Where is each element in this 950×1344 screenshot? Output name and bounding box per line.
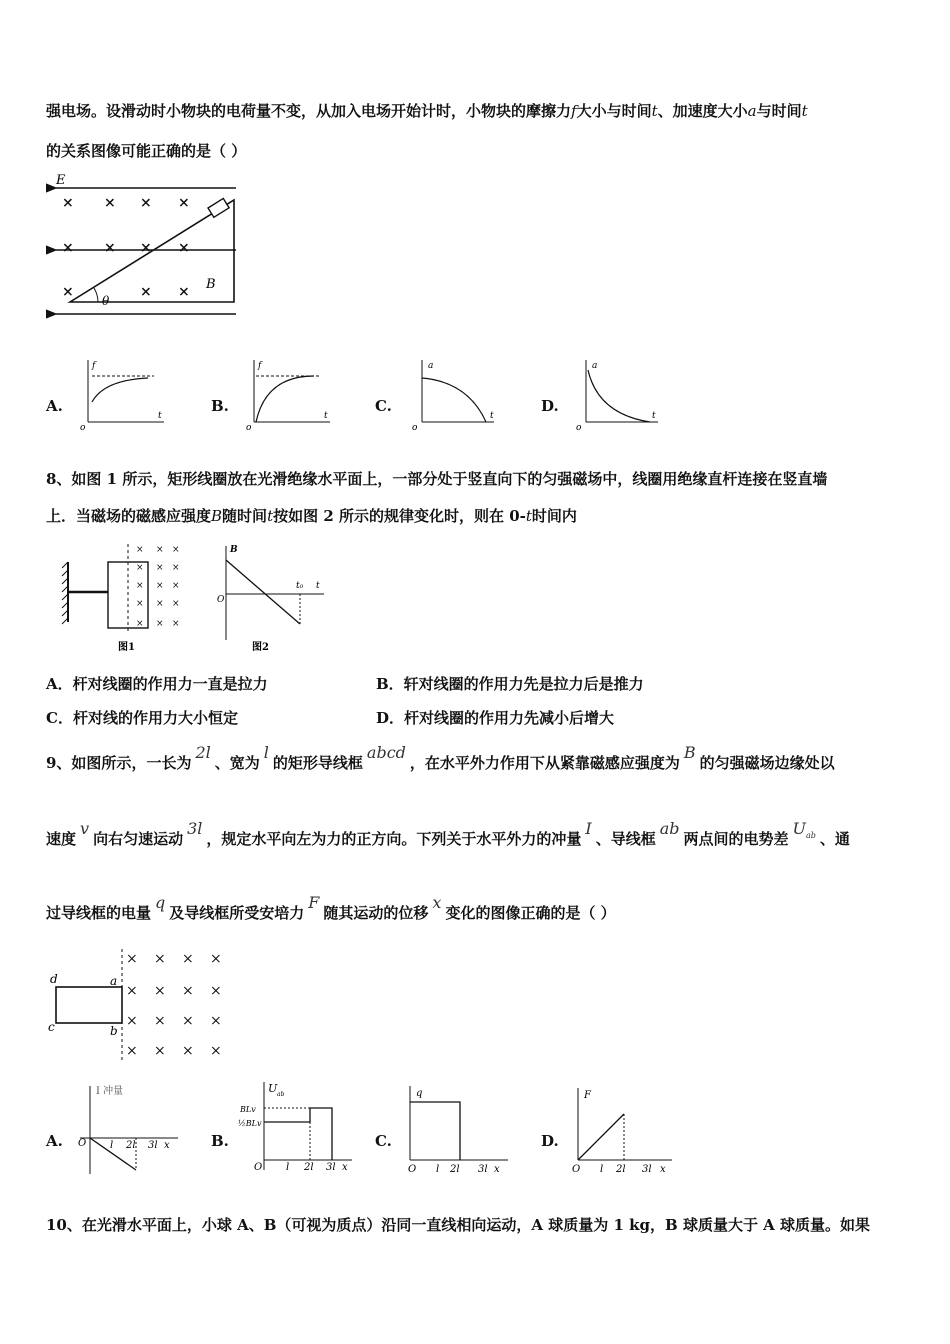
svg-text:t: t <box>316 581 320 591</box>
q8-option-a[interactable]: A．杆对线圈的作用力一直是拉力 <box>46 675 268 693</box>
cross-mark: × <box>104 240 116 256</box>
cross-mark: × <box>178 240 190 256</box>
q9-text-line-1: 9、如图所示，一长为2l、宽为l的矩形导线框abcd，在水平外力作用下从紧靠磁感应强度为B的匀强磁场边缘处以 <box>46 743 835 772</box>
cross-mark: × <box>154 951 166 967</box>
q9-option-b-label[interactable]: B. <box>211 1132 229 1150</box>
svg-text:o: o <box>246 423 252 432</box>
sym-x: x <box>432 893 442 912</box>
sym-F: F <box>308 893 320 912</box>
svg-text:2l: 2l <box>450 1164 460 1175</box>
sym-l: l <box>263 743 269 762</box>
svg-text:U: U <box>268 1082 278 1095</box>
cross-mark: × <box>178 284 190 300</box>
svg-text:t₀: t₀ <box>296 581 304 591</box>
svg-text:O: O <box>408 1164 417 1175</box>
cross-mark: × <box>154 1013 166 1029</box>
svg-text:a: a <box>110 974 118 988</box>
svg-text:O: O <box>217 595 225 605</box>
cross-mark: × <box>172 599 180 609</box>
cross-mark: × <box>136 563 144 573</box>
cross-mark: × <box>210 1043 222 1059</box>
svg-text:x: x <box>660 1164 666 1175</box>
var-t: t <box>801 102 808 120</box>
svg-text:l: l <box>110 1140 114 1151</box>
svg-text:q: q <box>416 1088 423 1099</box>
angle-arc <box>94 288 98 302</box>
q8-text-line-2: 上．当磁场的磁感应强度B随时间t按如图 2 所示的规律变化时，则在 0-t时间内 <box>46 507 577 525</box>
sym-3l: 3l <box>187 819 203 838</box>
svg-text:b: b <box>110 1024 118 1038</box>
svg-text:x: x <box>342 1162 348 1173</box>
svg-text:l: l <box>286 1162 290 1173</box>
label-theta: θ <box>102 294 110 308</box>
q8-figure-2 <box>212 540 332 655</box>
svg-text:t: t <box>490 411 494 421</box>
cross-mark: × <box>156 619 164 629</box>
cross-mark: × <box>154 983 166 999</box>
cross-mark: × <box>62 195 74 211</box>
q7-option-a-graph[interactable] <box>78 356 168 432</box>
svg-text:l: l <box>436 1164 440 1175</box>
svg-text:c: c <box>48 1020 55 1034</box>
svg-text:3l: 3l <box>326 1162 336 1173</box>
cross-mark: × <box>182 1043 194 1059</box>
q9-option-d-label[interactable]: D. <box>541 1132 559 1150</box>
svg-text:O: O <box>572 1164 581 1175</box>
q7-option-c-graph[interactable] <box>408 356 498 432</box>
cross-mark: × <box>172 563 180 573</box>
q8-figure-1 <box>60 540 200 655</box>
cross-mark: × <box>136 581 144 591</box>
var-B: B <box>211 507 223 525</box>
cross-mark: × <box>62 240 74 256</box>
cross-mark: × <box>210 983 222 999</box>
svg-text:BLv: BLv <box>240 1105 256 1114</box>
cross-mark: × <box>156 581 164 591</box>
sym-v: v <box>80 819 90 838</box>
svg-text:o: o <box>412 423 418 432</box>
cross-mark: × <box>126 983 138 999</box>
var-t: t <box>525 507 532 525</box>
sym-ab: ab <box>659 819 680 838</box>
svg-text:O: O <box>254 1162 263 1173</box>
q9-option-c-graph[interactable] <box>404 1082 514 1176</box>
svg-text:t: t <box>158 411 162 421</box>
fig2-caption: 图2 <box>252 642 269 653</box>
svg-text:o: o <box>576 423 582 432</box>
svg-text:x: x <box>494 1164 500 1175</box>
q7-text-line-1: 强电场。设滑动时小物块的电荷量不变，从加入电场开始计时，小物块的摩擦力f大小与时间t、加速度大小a与时间t <box>46 102 808 120</box>
cross-mark: × <box>156 545 164 555</box>
q7-text-line-2: 的关系图像可能正确的是（ ） <box>46 142 247 160</box>
frame <box>56 987 122 1023</box>
cross-mark: × <box>172 619 180 629</box>
svg-text:3l: 3l <box>478 1164 488 1175</box>
svg-text:d: d <box>50 972 58 986</box>
svg-text:a: a <box>428 361 434 371</box>
svg-text:2l: 2l <box>126 1140 136 1151</box>
cross-mark: × <box>182 983 194 999</box>
q7-option-d-label[interactable]: D. <box>541 397 559 415</box>
q8-option-b[interactable]: B．轩对线圈的作用力先是拉力后是推力 <box>376 675 644 693</box>
svg-text:F: F <box>584 1090 591 1101</box>
q7-option-c-label[interactable]: C. <box>375 397 392 415</box>
sym-I: I <box>585 819 592 838</box>
q9-text-line-2: 速度v向右匀速运动3l，规定水平向左为力的正方向。下列关于水平外力的冲量I、导线框ab两点间的电势差$U_{ab}$ 、通 <box>46 819 850 848</box>
q8-text-line-1: 8、如图 1 所示，矩形线圈放在光滑绝缘水平面上，一部分处于竖直向下的匀强磁场中，线圈用绝缘直杆连接在竖直墙 <box>46 470 828 488</box>
var-t: t <box>267 507 274 525</box>
cross-mark: × <box>140 240 152 256</box>
svg-text:2l: 2l <box>304 1162 314 1173</box>
q9-option-c-label[interactable]: C. <box>375 1132 392 1150</box>
cross-mark: × <box>178 195 190 211</box>
cross-mark: × <box>156 599 164 609</box>
sym-abcd: abcd <box>366 743 406 762</box>
q9-option-b-graph[interactable] <box>238 1078 358 1176</box>
cross-mark: × <box>154 1043 166 1059</box>
q7-option-b-graph[interactable] <box>244 356 334 432</box>
sym-q: q <box>155 893 166 912</box>
q7-option-a-label[interactable]: A. <box>46 397 63 415</box>
cross-mark: × <box>140 195 152 211</box>
q10-text-line-1: 10、在光滑水平面上，小球 A、B（可视为质点）沿同一直线相向运动，A 球质量为 1 kg，B 球质量大于 A 球质量。如果 <box>46 1216 871 1234</box>
cross-mark: × <box>172 581 180 591</box>
var-t: t <box>651 102 658 120</box>
cross-mark: × <box>126 1043 138 1059</box>
q7-option-d-graph[interactable] <box>572 356 662 432</box>
cross-mark: × <box>136 599 144 609</box>
q9-text-line-3: 过导线框的电量q及导线框所受安培力F随其运动的位移x变化的图像正确的是（ ） <box>46 893 616 922</box>
cross-mark: × <box>126 951 138 967</box>
q8-option-c[interactable]: C．杆对线的作用力大小恒定 <box>46 709 238 727</box>
var-f: f <box>571 102 577 120</box>
cross-mark: × <box>136 619 144 629</box>
var-a: a <box>747 102 757 120</box>
cross-mark: × <box>126 1013 138 1029</box>
label-B: B <box>206 277 216 292</box>
cross-mark: × <box>140 284 152 300</box>
sym-B: B <box>683 743 696 762</box>
svg-text:½BLv: ½BLv <box>238 1119 262 1128</box>
svg-text:B: B <box>230 545 238 555</box>
svg-text:o: o <box>80 423 86 432</box>
svg-text:3l: 3l <box>148 1140 158 1151</box>
svg-text:t: t <box>324 411 328 421</box>
svg-text:t: t <box>652 411 656 421</box>
svg-text:f: f <box>92 361 96 371</box>
q9-option-d-graph[interactable] <box>568 1084 678 1176</box>
svg-text:l: l <box>600 1164 604 1175</box>
fig1-caption: 图1 <box>118 642 135 653</box>
svg-text:3l: 3l <box>642 1164 652 1175</box>
label-E: E <box>56 173 66 188</box>
cross-mark: × <box>182 951 194 967</box>
svg-text:ab: ab <box>277 1091 285 1098</box>
cross-mark: × <box>104 195 116 211</box>
sym-U: $U_{ab}$ <box>792 819 816 841</box>
cross-mark: × <box>136 545 144 555</box>
cross-mark: × <box>182 1013 194 1029</box>
cross-mark: × <box>210 1013 222 1029</box>
cross-mark: × <box>172 545 180 555</box>
sym-2l: 2l <box>195 743 211 762</box>
svg-text:2l: 2l <box>616 1164 626 1175</box>
q8-option-d[interactable]: D．杆对线圈的作用力先减小后增大 <box>376 709 615 727</box>
cross-mark: × <box>210 951 222 967</box>
q9-option-a-graph[interactable] <box>74 1080 184 1176</box>
q9-frame-figure <box>46 945 236 1067</box>
svg-text:a: a <box>592 361 598 371</box>
svg-text:O: O <box>78 1138 87 1149</box>
svg-text:x: x <box>164 1140 170 1151</box>
cross-mark: × <box>156 563 164 573</box>
q7-incline-figure <box>46 170 246 325</box>
svg-text:f: f <box>258 361 262 371</box>
cross-mark: × <box>62 284 74 300</box>
q7-option-b-label[interactable]: B. <box>211 397 229 415</box>
q9-option-a-label[interactable]: A. <box>46 1132 63 1150</box>
svg-text:I 冲量: I 冲量 <box>96 1086 124 1097</box>
